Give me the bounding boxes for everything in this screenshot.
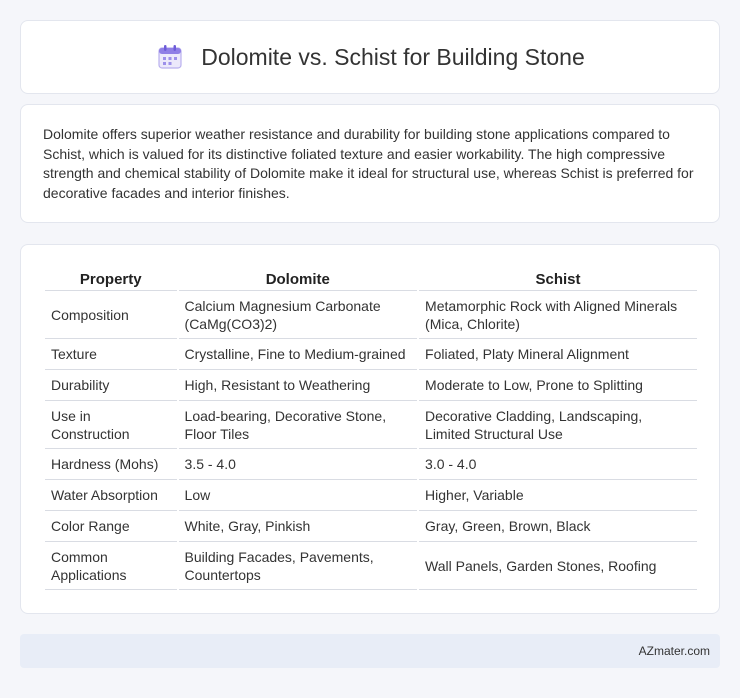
calendar-icon: [155, 42, 185, 72]
cell-dolomite: Crystalline, Fine to Medium-grained: [179, 339, 418, 370]
cell-schist: Foliated, Platy Mineral Alignment: [419, 339, 697, 370]
cell-dolomite: White, Gray, Pinkish: [179, 511, 418, 542]
title-wrap: [155, 42, 585, 72]
table-row: [45, 291, 697, 339]
table-card: [20, 244, 720, 614]
cell-property: Composition: [45, 291, 177, 339]
cell-property: Common Applications: [45, 542, 177, 590]
table-row: [45, 449, 697, 480]
cell-property: Texture: [45, 339, 177, 370]
cell-property: Color Range: [45, 511, 177, 542]
cell-dolomite: Building Facades, Pavements, Countertops: [179, 542, 418, 590]
cell-property: Use in Construction: [45, 401, 177, 449]
title-card: [20, 20, 720, 94]
header-dolomite: Dolomite: [179, 265, 418, 291]
cell-schist: Metamorphic Rock with Aligned Minerals (Mica, Chlorite): [419, 291, 697, 339]
cell-dolomite: High, Resistant to Weathering: [179, 370, 418, 401]
cell-schist: Higher, Variable: [419, 480, 697, 511]
cell-dolomite: Calcium Magnesium Carbonate (CaMg(CO3)2): [179, 291, 418, 339]
intro-text: Dolomite offers superior weather resistance and durability for building stone applications compared to Schist, which is valued for its distinctive foliated texture and easier workability. The high compressive strength and chemical stability of Dolomite make it ideal for structural use, whereas Schist is preferred for decorative facades and interior finishes.: [43, 126, 694, 201]
cell-property: Durability: [45, 370, 177, 401]
footer-site-link[interactable]: AZmater.com: [638, 644, 710, 658]
table-row: [45, 339, 697, 370]
table-row: [45, 480, 697, 511]
cell-dolomite: Load-bearing, Decorative Stone, Floor Tiles: [179, 401, 418, 449]
cell-dolomite: Low: [179, 480, 418, 511]
header-property: Property: [45, 265, 177, 291]
footer: [20, 634, 720, 668]
intro-card: [20, 104, 720, 223]
cell-schist: Decorative Cladding, Landscaping, Limited Structural Use: [419, 401, 697, 449]
cell-property: Hardness (Mohs): [45, 449, 177, 480]
table-header-row: [45, 265, 697, 291]
page-title: Dolomite vs. Schist for Building Stone: [201, 43, 585, 70]
table-row: [45, 511, 697, 542]
cell-schist: Moderate to Low, Prone to Splitting: [419, 370, 697, 401]
cell-dolomite: 3.5 - 4.0: [179, 449, 418, 480]
cell-schist: Gray, Green, Brown, Black: [419, 511, 697, 542]
table-row: [45, 370, 697, 401]
cell-property: Water Absorption: [45, 480, 177, 511]
table-row: [45, 542, 697, 590]
comparison-table: [43, 265, 699, 590]
cell-schist: Wall Panels, Garden Stones, Roofing: [419, 542, 697, 590]
table-row: [45, 401, 697, 449]
header-schist: Schist: [419, 265, 697, 291]
cell-schist: 3.0 - 4.0: [419, 449, 697, 480]
